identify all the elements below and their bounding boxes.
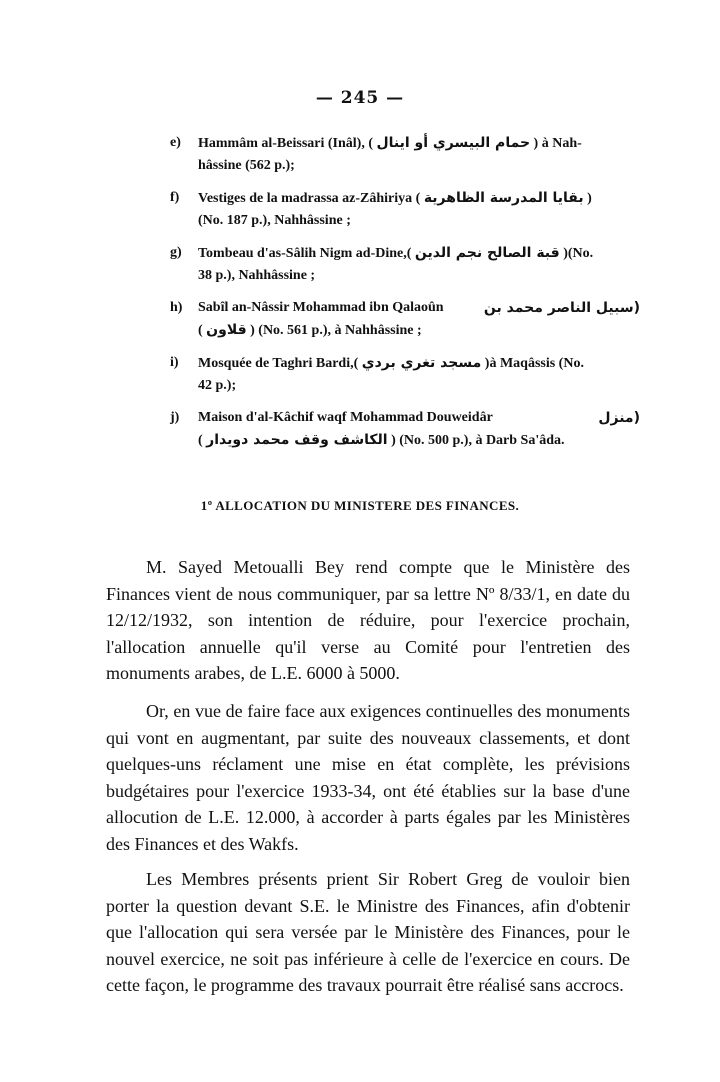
item-text: ) (No. 561 p.), à Nahhâssine ; bbox=[250, 323, 422, 338]
item-body bbox=[198, 242, 640, 287]
arabic-text: قلاون bbox=[206, 322, 247, 338]
item-line bbox=[198, 132, 640, 155]
item-line bbox=[198, 297, 640, 319]
list-item bbox=[170, 407, 640, 452]
item-body bbox=[198, 297, 640, 342]
item-letter: f) bbox=[170, 190, 180, 205]
page-number: — 245 — bbox=[315, 88, 405, 108]
section-heading: 1º ALLOCATION DU MINISTERE DES FINANCES. bbox=[200, 498, 520, 513]
item-letter: g) bbox=[170, 245, 182, 260]
item-text: Hammâm al-Beissari (Inâl), ( bbox=[198, 136, 373, 151]
item-line bbox=[198, 187, 640, 210]
item-line bbox=[198, 375, 640, 397]
item-text: Vestiges de la madrassa az-Zâhiriya ( bbox=[198, 191, 421, 206]
arabic-text: (منزل bbox=[598, 410, 640, 426]
arabic-text: (سبيل الناصر محمد بن bbox=[483, 300, 640, 316]
arabic-text-value: سبيل الناصر محمد بن bbox=[483, 300, 634, 316]
item-letter: e) bbox=[170, 135, 181, 150]
item-line bbox=[198, 210, 640, 232]
arabic-text: بقايا المدرسة الظاهرية bbox=[423, 190, 584, 206]
item-text: ( bbox=[198, 323, 203, 338]
item-line bbox=[198, 319, 640, 342]
arabic-text: حمام البيسري أو اينال bbox=[376, 135, 531, 151]
item-line bbox=[198, 265, 640, 287]
item-text: hâssine (562 p.); bbox=[198, 158, 295, 173]
paragraph: M. Sayed Metoualli Bey rend compte que le Ministère des Finances vient de nous communiquer, par sa lettre Nº 8/33/1, en date du 12/12/1932, son intention de réduire, pour l'exercice prochain, l'allocation annuelle qu'il verse au Comité pour l'entretien des monuments arabes, de L.E. 6000 à 5000. bbox=[106, 557, 630, 683]
item-line bbox=[198, 429, 640, 452]
item-text: ) à Nah- bbox=[533, 136, 582, 151]
item-body bbox=[198, 352, 640, 397]
item-letter: h) bbox=[170, 300, 183, 315]
paragraph-block bbox=[106, 698, 630, 857]
list-item bbox=[170, 187, 640, 232]
item-text: (No. 187 p.), Nahhâssine ; bbox=[198, 213, 351, 228]
item-letter: i) bbox=[170, 355, 179, 370]
list-item bbox=[170, 297, 640, 342]
item-text: Mosquée de Taghri Bardi,( bbox=[198, 356, 359, 371]
item-letter: j) bbox=[170, 410, 180, 425]
item-text: ( bbox=[198, 433, 203, 448]
item-text: ) bbox=[587, 191, 592, 206]
arabic-text: الكاشف وقف محمد دويدار bbox=[206, 432, 388, 448]
item-line bbox=[198, 242, 640, 265]
arabic-text-value: منزل bbox=[598, 410, 634, 426]
item-text: )à Maqâssis (No. bbox=[484, 356, 584, 371]
monument-list bbox=[170, 132, 640, 462]
arabic-text: مسجد تغري بردي bbox=[361, 355, 482, 371]
item-text: 42 p.); bbox=[198, 378, 237, 393]
paragraph-block bbox=[106, 554, 630, 687]
paragraph-block bbox=[106, 866, 630, 999]
paragraph: Les Membres présents prient Sir Robert Greg de vouloir bien porter la question devant S.E. le Ministre des Finances, afin d'obtenir que l'allocation qui sera versée par le Ministère des Finances, pour le nouvel exercice, ne soit pas inférieure à celle de l'exercice en cours. De cette façon, le programme des travaux pourrait être réalisé sans accrocs. bbox=[106, 869, 630, 995]
item-text: Tombeau d'as-Sâlih Nigm ad-Dine,( bbox=[198, 246, 412, 261]
item-text: )(No. bbox=[563, 246, 594, 261]
item-text: Maison d'al-Kâchif waqf Mohammad Douweidâr bbox=[198, 410, 493, 425]
item-line bbox=[198, 155, 640, 177]
arabic-text: قبة الصالح نجم الدين bbox=[414, 245, 560, 261]
item-text: Sabîl an-Nâssir Mohammad ibn Qalaoûn bbox=[198, 300, 444, 315]
list-item bbox=[170, 352, 640, 397]
item-line bbox=[198, 407, 640, 429]
item-body bbox=[198, 407, 640, 452]
paragraph: Or, en vue de faire face aux exigences continuelles des monuments qui vont en augmentant, par suite des nouveaux classements, et dont quelques-uns réclament une mise en état complète, les prévisions budgétaires pour l'exercice 1933-34, ont été établies sur la base d'une allocution de L.E. 12.000, à accorder à parts égales par les Ministères des Finances et des Wakfs. bbox=[106, 701, 630, 854]
list-item bbox=[170, 242, 640, 287]
item-line bbox=[198, 352, 640, 375]
list-item bbox=[170, 132, 640, 177]
item-text: 38 p.), Nahhâssine ; bbox=[198, 268, 316, 283]
item-body bbox=[198, 132, 640, 177]
item-body bbox=[198, 187, 640, 232]
item-text: ) (No. 500 p.), à Darb Sa'âda. bbox=[391, 433, 565, 448]
